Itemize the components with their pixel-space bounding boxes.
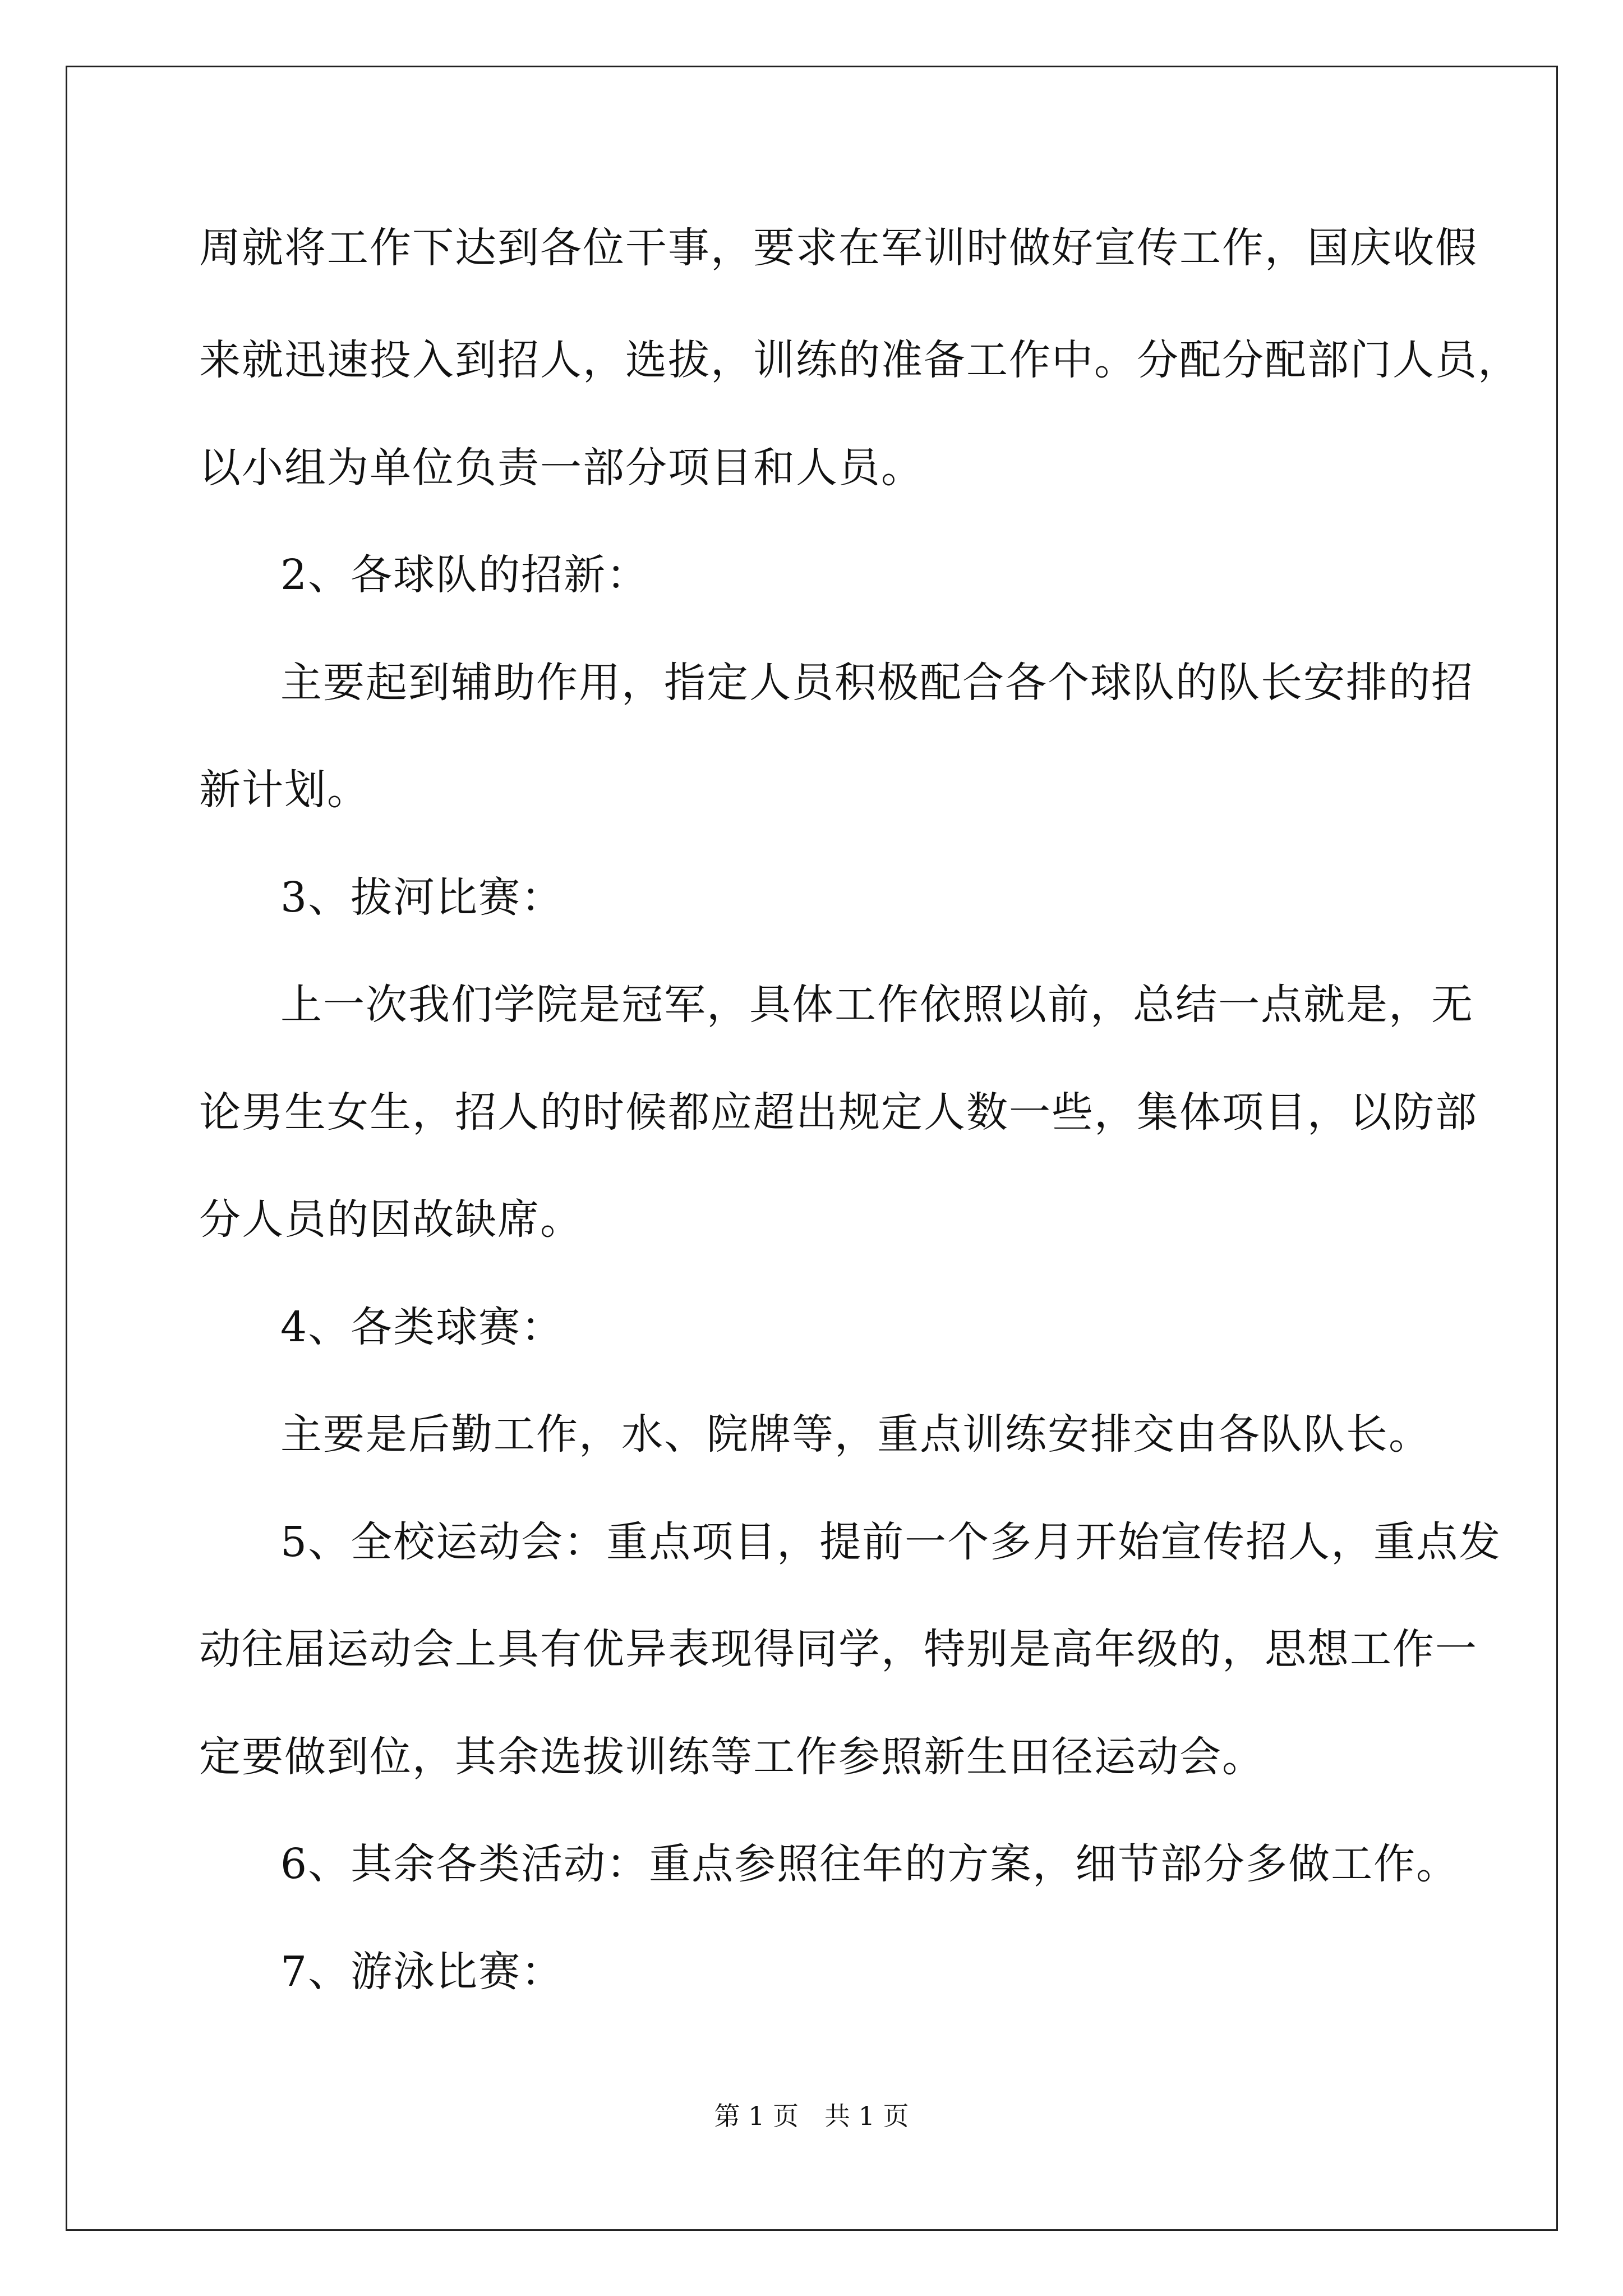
- body-line-9: 论男生女生，招人的时候都应超出规定人数一些，集体项目，以防部: [199, 1088, 1478, 1137]
- body-line-3: 以小组为单位负责一部分项目和人员。: [199, 444, 924, 492]
- section-heading-2: 2、各球队的招新：: [280, 551, 649, 599]
- body-line-1: 周就将工作下达到各位干事，要求在军训时做好宣传工作，国庆收假: [199, 224, 1478, 272]
- section-heading-6: 6、其余各类活动：重点参照往年的方案，细节部分多做工作。: [280, 1840, 1459, 1888]
- body-line-14: 动往届运动会上具有优异表现得同学，特别是高年级的，思想工作一: [199, 1625, 1478, 1673]
- page-border: [66, 66, 1558, 2231]
- body-line-10: 分人员的因故缺席。: [199, 1195, 583, 1244]
- body-line-2: 来就迅速投入到招人，选拔，训练的准备工作中。分配分配部门人员，: [199, 336, 1520, 384]
- section-heading-3: 3、拔河比赛：: [280, 873, 564, 922]
- section-heading-7: 7、游泳比赛：: [280, 1948, 564, 1996]
- body-line-15: 定要做到位，其余选拔训练等工作参照新生田径运动会。: [199, 1733, 1265, 1781]
- page-footer: 第 1 页 共 1 页: [714, 2101, 909, 2131]
- body-line-6: 新计划。: [199, 766, 370, 814]
- body-line-5: 主要起到辅助作用，指定人员积极配合各个球队的队长安排的招: [280, 659, 1474, 707]
- body-line-12: 主要是后勤工作，水、院牌等，重点训练安排交由各队队长。: [280, 1410, 1431, 1458]
- section-heading-5: 5、全校运动会：重点项目，提前一个多月开始宣传招人，重点发: [280, 1518, 1502, 1566]
- section-heading-4: 4、各类球赛：: [280, 1303, 564, 1351]
- body-line-8: 上一次我们学院是冠军，具体工作依照以前，总结一点就是，无: [280, 981, 1474, 1029]
